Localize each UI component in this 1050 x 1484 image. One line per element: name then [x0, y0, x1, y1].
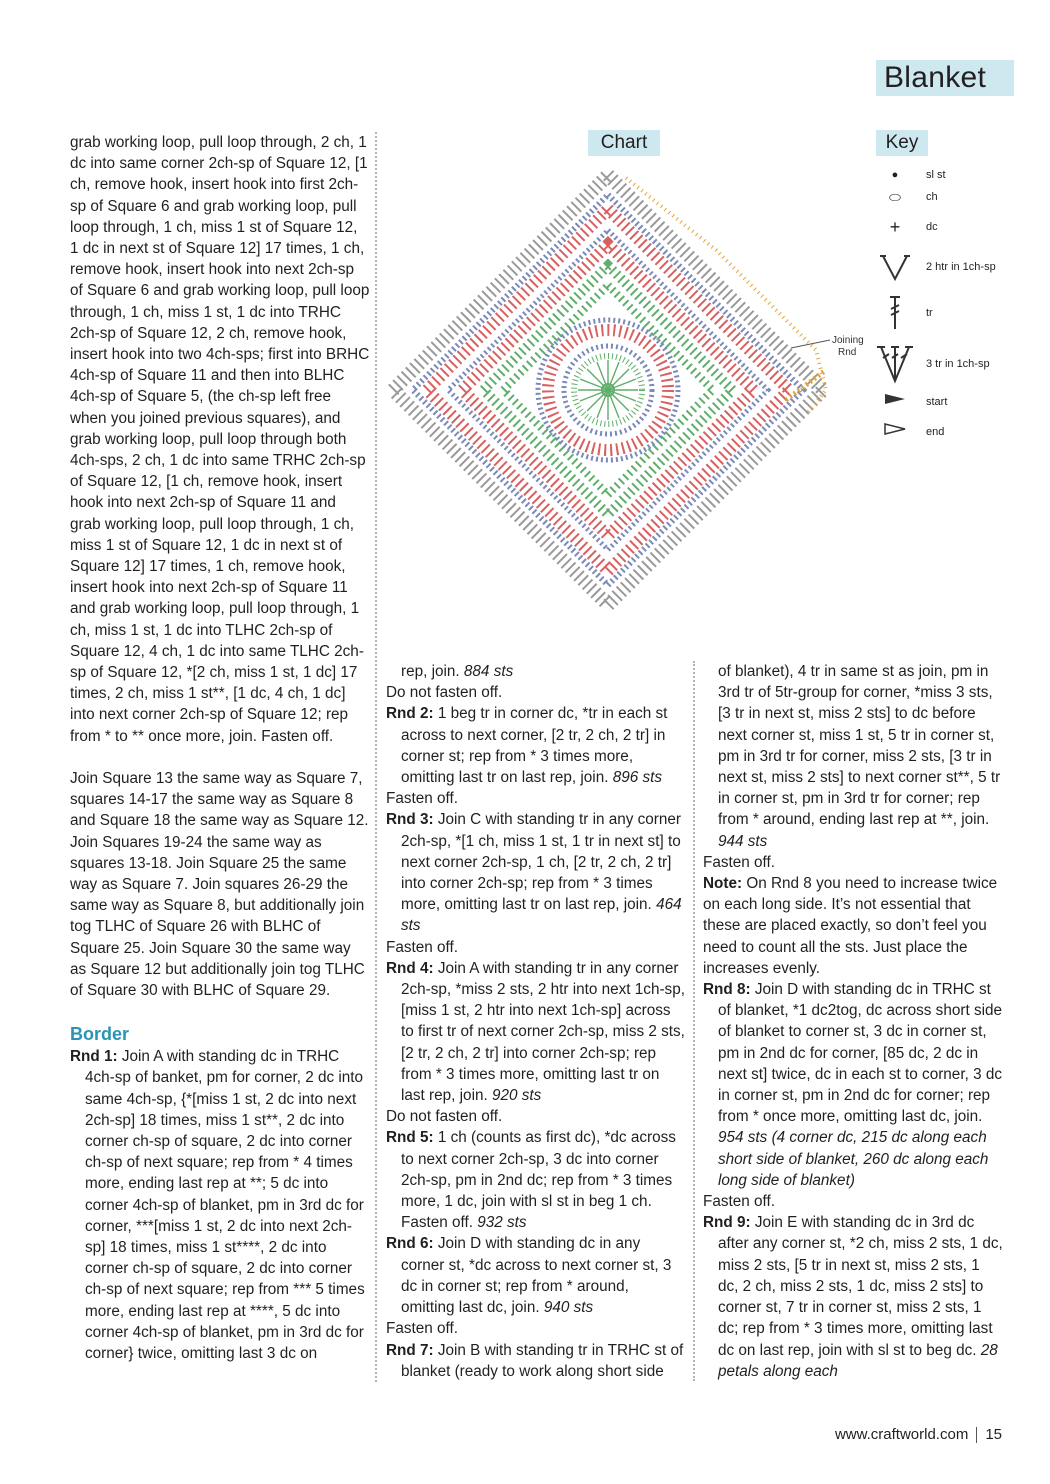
round-instruction: Rnd 8: Join D with standing dc in TRHC st of blanket, *1 dc2tog, dc across short side of blanket to corner st, 3 dc in corner st, pm in 2nd dc for corner, [85 dc, 2 dc in next st] twice, dc in each st to corner, 3 dc in corner st, pm in 2nd dc for corner; rep from * once more, omitting last dc, join. 954 sts (4 corner dc, 215 dc along each short side of blanket, 260 dc along each long side of blanket) [703, 981, 1003, 1189]
instruction-note: Fasten off. [703, 853, 775, 871]
round-instruction: Rnd 6: Join D with standing dc in any corner st, *dc across to next corner st, 3 dc in corner st; rep from * around, omitting last dc, join. 940 sts [386, 1235, 672, 1317]
text-column-2 [386, 661, 686, 1382]
key-item-dc: + dc [870, 217, 1020, 237]
section-heading: Border [70, 1024, 130, 1045]
tr-symbol-icon [870, 295, 920, 338]
paragraph: grab working loop, pull loop through, 2 ch, 1 dc into same corner 2ch-sp of Square 12, [1 ch, remove hook, insert hook into first 2ch-sp of Square 6 and grab working loop, pull loop through, 1 ch, miss 1 st of Square 12, 1 dc in next st of Square 12] 17 times, 1 ch, remove hook, insert hook into next 2ch-sp of Square 6 and grab working loop, pull loop through, 1 ch, miss 1 st, 1 dc into TRHC 2ch-sp of Square 12, 2 ch, remove hook, insert hook into two 4ch-sps; first into BRHC 4ch-sp of Square 11 and then into BLHC 4ch-sp of Square 5, (the ch-sp left free when you joined previous squares), and grab working loop, pull loop through both 4ch-sps, 2 ch, 1 dc into same TRHC 2ch-sp of Square 12, [1 ch, remove hook, insert hook into next 2ch-sp of Square 11 and grab working loop, pull loop through, 1 ch, miss 1 st of Square 12, 1 dc in next st of Square 12] 17 times, 1 ch, remove hook, insert hook into next 2ch-sp of Square 11 and grab working loop, pull loop through, 1 ch, miss 1 st, 1 dc into TLHC 2ch-sp of Square 12, 4 ch, 1 dc into same TLHC 2ch-sp of Square 12, *[2 ch, miss 1 st, 1 dc] 17 times, 2 ch, miss 1 st**, [1 dc, 4 ch, 1 dc] into next corner 2ch-sp of Square 12; rep from * to ** once more, join. Fasten off. [70, 134, 370, 745]
joining-round-label: Joining Rnd [832, 335, 864, 358]
continued-text: of blanket), 4 tr in same st as join, pm in 3rd tr of 5tr-group for corner, *miss 3 sts, [3 tr in next st, miss 2 sts] to dc before next corner st, miss 1 st, 5 tr in corner st, pm in 3rd tr for corner, miss 2 sts, [3 tr in next st, miss 2 sts] to next corner st**, 5 tr in corner st, pm in 3rd tr for corner; rep from * around, ending last rep at **, join. 944 sts [718, 663, 1001, 850]
start-arrow-icon [870, 392, 920, 412]
three-tr-symbol-icon [870, 344, 920, 391]
crochet-chart [386, 160, 864, 630]
key-item-sl-st: ● sl st [870, 165, 1020, 185]
key-item-3tr: 3 tr in 1ch-sp [870, 344, 1020, 384]
key-item-end: end [870, 422, 1020, 442]
column-divider [693, 661, 695, 1381]
round-instruction: Rnd 4: Join A with standing tr in any corner 2ch-sp, *miss 2 sts, 2 htr into next 1ch-sp, [miss 1 st, 2 htr into next 1ch-sp] across to first tr of next corner 2ch-sp, miss 2 sts, [2 tr, 2 ch, 2 tr] into corner 2ch-sp; rep from * 3 times more, omitting last tr on last rep, join. 920 sts [386, 959, 685, 1105]
text-column-1 [70, 132, 370, 1364]
round-instruction: Rnd 1: Join A with standing dc in TRHC 4ch-sp of banket, pm for corner, 2 dc into same 4ch-sp, {*[miss 1 st, 2 dc into next 2ch-sp] 18 times, miss 1 st**, 2 dc into corner ch-sp of square, 2 dc into corner ch-sp of next square; rep from * 4 times more, ending last rep at **; 5 dc into corner 4ch-sp of blanket, pm in 3rd dc for corner, ***[miss 1 st, 2 dc into next 2ch-sp] 18 times, miss 1 st****, 2 dc into corner ch-sp of square, 2 dc into corner ch-sp of next square; rep from *** 5 times more, ending last rep at ****, 5 dc into corner 4ch-sp of blanket, pm in 3rd dc for corner} twice, omitting last 3 dc on [70, 1048, 365, 1362]
page-number: 15 [985, 1426, 1002, 1443]
round-instruction: Rnd 5: 1 ch (counts as first dc), *dc across to next corner 2ch-sp, 3 dc into corner 2ch-sp, pm in 2nd dc; rep from * 3 times more, 1 dc, join with sl st in beg 1 ch. Fasten off. 932 sts [386, 1129, 676, 1232]
round-instruction: Rnd 3: Join C with standing tr in any corner 2ch-sp, *[1 ch, miss 1 st, 1 tr in next st] to next corner 2ch-sp, 1 ch, [2 tr, 2 ch, 2 tr] into corner 2ch-sp; rep from * 3 times more, omitting last tr on last rep, join. 464 sts [386, 811, 682, 935]
two-htr-symbol-icon [870, 253, 920, 290]
instruction-note: Fasten off. [386, 790, 458, 808]
instruction-note: Fasten off. [386, 1320, 458, 1338]
ch-symbol-icon: ⬭ [889, 189, 901, 205]
round-instruction: Rnd 9: Join E with standing dc in 3rd dc after any corner st, *2 ch, miss 2 sts, 1 dc, miss 2 sts, [5 tr in next st, miss 2 sts, 1 dc, 2 ch, miss 2 sts, 1 dc, miss 2 sts] to corner st, 7 tr in corner st, miss 2 sts, 1 dc; rep from * 3 times more, omitting last dc on last rep, join with sl st to beg dc. 28 petals along each [703, 1214, 1003, 1380]
key-item-2htr: 2 htr in 1ch-sp [870, 253, 1020, 283]
note: Note: On Rnd 8 you need to increase twice on each long side. It’s not essential that these are placed exactly, so don’t feel you need to count all the sts. Just place the increases evenly. [703, 875, 998, 977]
paragraph: Join Square 13 the same way as Square 7, squares 14-17 the same way as Square 8 and Square 18 the same way as Square 12. Join Squares 19-24 the same way as squares 13-18. Join Square 25 the same way as Square 7. Join squares 26-29 the same way as Square 8, but additionally join tog TLHC of Square 26 with BLHC of Square 25. Join Square 30 the same way as Square 12 but additionally join tog TLHC of Square 30 with BLHC of Square 29. [70, 769, 369, 999]
key-item-tr: tr [870, 295, 1020, 331]
continued-text: rep, join. 884 sts [401, 663, 514, 680]
chart-label: Chart [588, 130, 660, 156]
round-instruction: Rnd 7: Join B with standing tr in TRHC st of blanket (ready to work along short side [386, 1341, 684, 1380]
section-tag: Blanket [876, 60, 1014, 96]
sl-st-symbol-icon: ● [891, 169, 899, 181]
instruction-note: Do not fasten off. [386, 684, 503, 702]
key-item-ch: ⬭ ch [870, 187, 1020, 207]
dc-symbol-icon: + [889, 217, 901, 237]
page-footer [835, 1426, 1002, 1443]
column-divider [375, 132, 377, 1382]
end-arrow-icon [870, 422, 920, 442]
round-instruction: Rnd 2: 1 beg tr in corner dc, *tr in each st across to next corner, [2 tr, 2 ch, 2 tr] in corner st; rep from * 3 times more, omitting last tr on last rep, join. 896 sts [386, 705, 668, 787]
instruction-note: Do not fasten off. [386, 1108, 503, 1126]
instruction-note: Fasten off. [703, 1193, 775, 1211]
text-column-3 [703, 661, 1003, 1382]
instruction-note: Fasten off. [386, 938, 458, 956]
website-url: www.craftworld.com [834, 1426, 969, 1443]
key-label: Key [876, 130, 928, 156]
footer-divider [976, 1427, 977, 1443]
key-item-start: start [870, 392, 1020, 412]
